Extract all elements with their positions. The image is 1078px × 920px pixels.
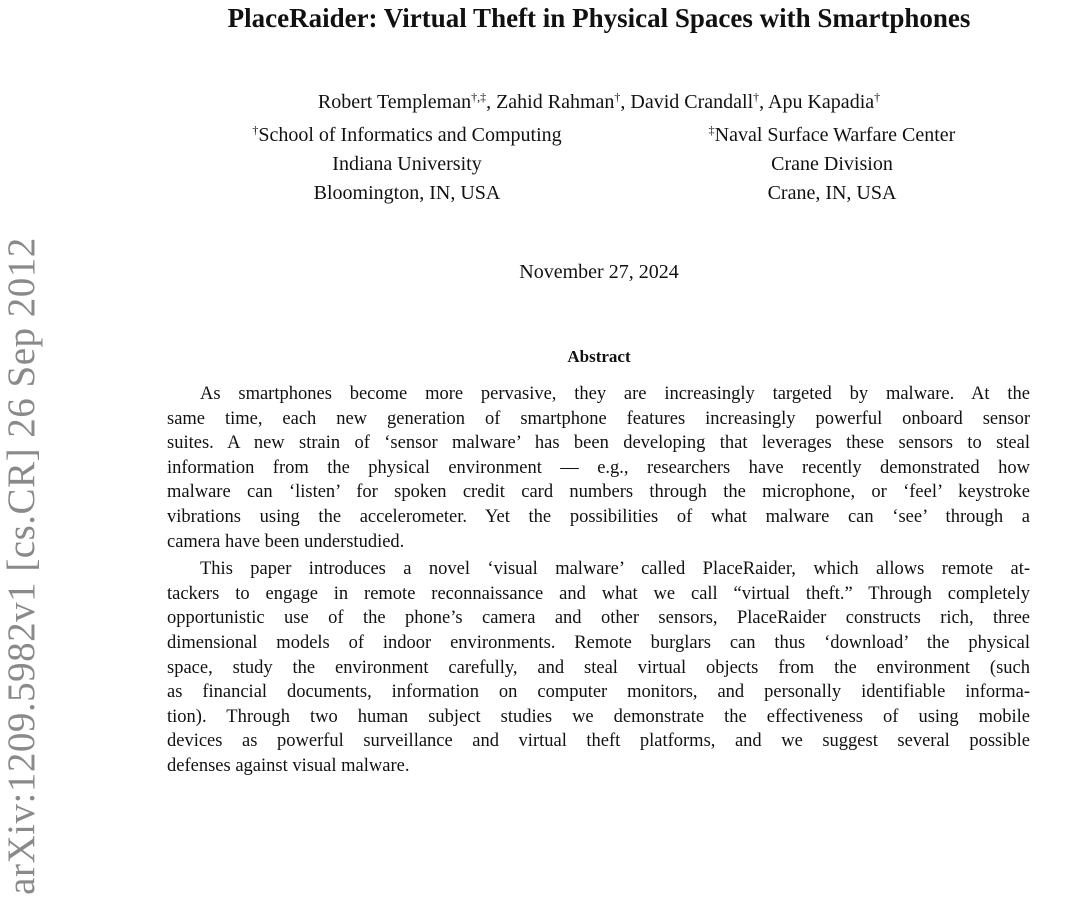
text-line: defenses against visual malware. bbox=[167, 755, 410, 776]
affiliation-indiana bbox=[197, 121, 617, 208]
affiliation-line: Indiana University bbox=[332, 153, 482, 175]
arxiv-watermark: arXiv:1209.5982v1 [cs.CR] 26 Sep 2012 bbox=[0, 237, 43, 895]
abstract-body bbox=[167, 382, 1030, 779]
text-line: As smartphones become more pervasive, they are increasingly targeted by malware. At the bbox=[200, 384, 1030, 404]
author-name: Apu Kapadia bbox=[768, 91, 875, 113]
text-line: vibrations using the accelerometer. Yet the possibilities of what malware can ‘see’ through a bbox=[167, 506, 1030, 527]
text-line: This paper introduces a novel ‘visual malware’ called PlaceRaider, which allows remote at- bbox=[200, 559, 1030, 580]
affiliation-mark: † bbox=[252, 123, 259, 137]
author-separator: , bbox=[486, 91, 497, 113]
author-separator: , bbox=[620, 91, 631, 113]
affiliation-navsea bbox=[622, 121, 1042, 208]
author-separator: , bbox=[759, 91, 769, 113]
paper-date: November 27, 2024 bbox=[519, 261, 679, 283]
text-line: opportunistic use of the phone’s camera and other sensors, PlaceRaider constructs rich, three bbox=[167, 608, 1030, 629]
author-name: Robert Templeman bbox=[317, 91, 472, 113]
affiliation-line: Crane, IN, USA bbox=[767, 182, 897, 204]
text-line: camera have been understudied. bbox=[167, 531, 405, 552]
text-line: tion). Through two human subject studies we demonstrate the effectiveness of using mobile bbox=[167, 706, 1030, 727]
affiliation-line: Bloomington, IN, USA bbox=[313, 182, 501, 204]
abstract-paragraph-1 bbox=[167, 382, 1030, 554]
text-line: same time, each new generation of smartphone features increasingly powerful onboard sensor bbox=[167, 408, 1030, 429]
author-affiliation-mark: † bbox=[874, 90, 881, 104]
affiliation-mark: ‡ bbox=[708, 123, 715, 137]
text-line: devices as powerful surveillance and virtual theft platforms, and we suggest several possible bbox=[167, 731, 1030, 752]
author-affiliation-mark: † bbox=[753, 90, 760, 104]
text-line: suites. A new strain of ‘sensor malware’ has been developing that leverages these sensors to steal bbox=[167, 433, 1030, 454]
author-name: Zahid Rahman bbox=[496, 91, 615, 113]
text-line: space, study the environment carefully, and steal virtual objects from the environment (such bbox=[167, 657, 1030, 678]
text-line: information from the physical environment — e.g., researchers have recently demonstrated how bbox=[167, 457, 1030, 478]
text-line: as financial documents, information on computer monitors, and personally identifiable informa- bbox=[167, 682, 1030, 703]
text-line: dimensional models of indoor environments. Remote burglars can thus ‘download’ the physical bbox=[167, 632, 1030, 653]
affiliation-line: Crane Division bbox=[771, 153, 893, 175]
abstract-paragraph-2 bbox=[167, 557, 1030, 778]
author-affiliation-mark: †,‡ bbox=[471, 90, 487, 104]
author-affiliation-mark: † bbox=[614, 90, 621, 104]
affiliation-line: Naval Surface Warfare Center bbox=[714, 124, 956, 146]
text-line: malware can ‘listen’ for spoken credit card numbers through the microphone, or ‘feel’ keystroke bbox=[167, 482, 1030, 503]
affiliation-line: School of Informatics and Computing bbox=[258, 124, 562, 146]
author-name: David Crandall bbox=[630, 91, 754, 113]
paper-title: PlaceRaider: Virtual Theft in Physical Spaces with Smartphones bbox=[227, 3, 971, 33]
abstract-heading: Abstract bbox=[567, 347, 631, 366]
author-list bbox=[100, 88, 1078, 116]
text-line: tackers to engage in remote reconnaissance and what we call “virtual theft.” Through completely bbox=[167, 583, 1030, 604]
